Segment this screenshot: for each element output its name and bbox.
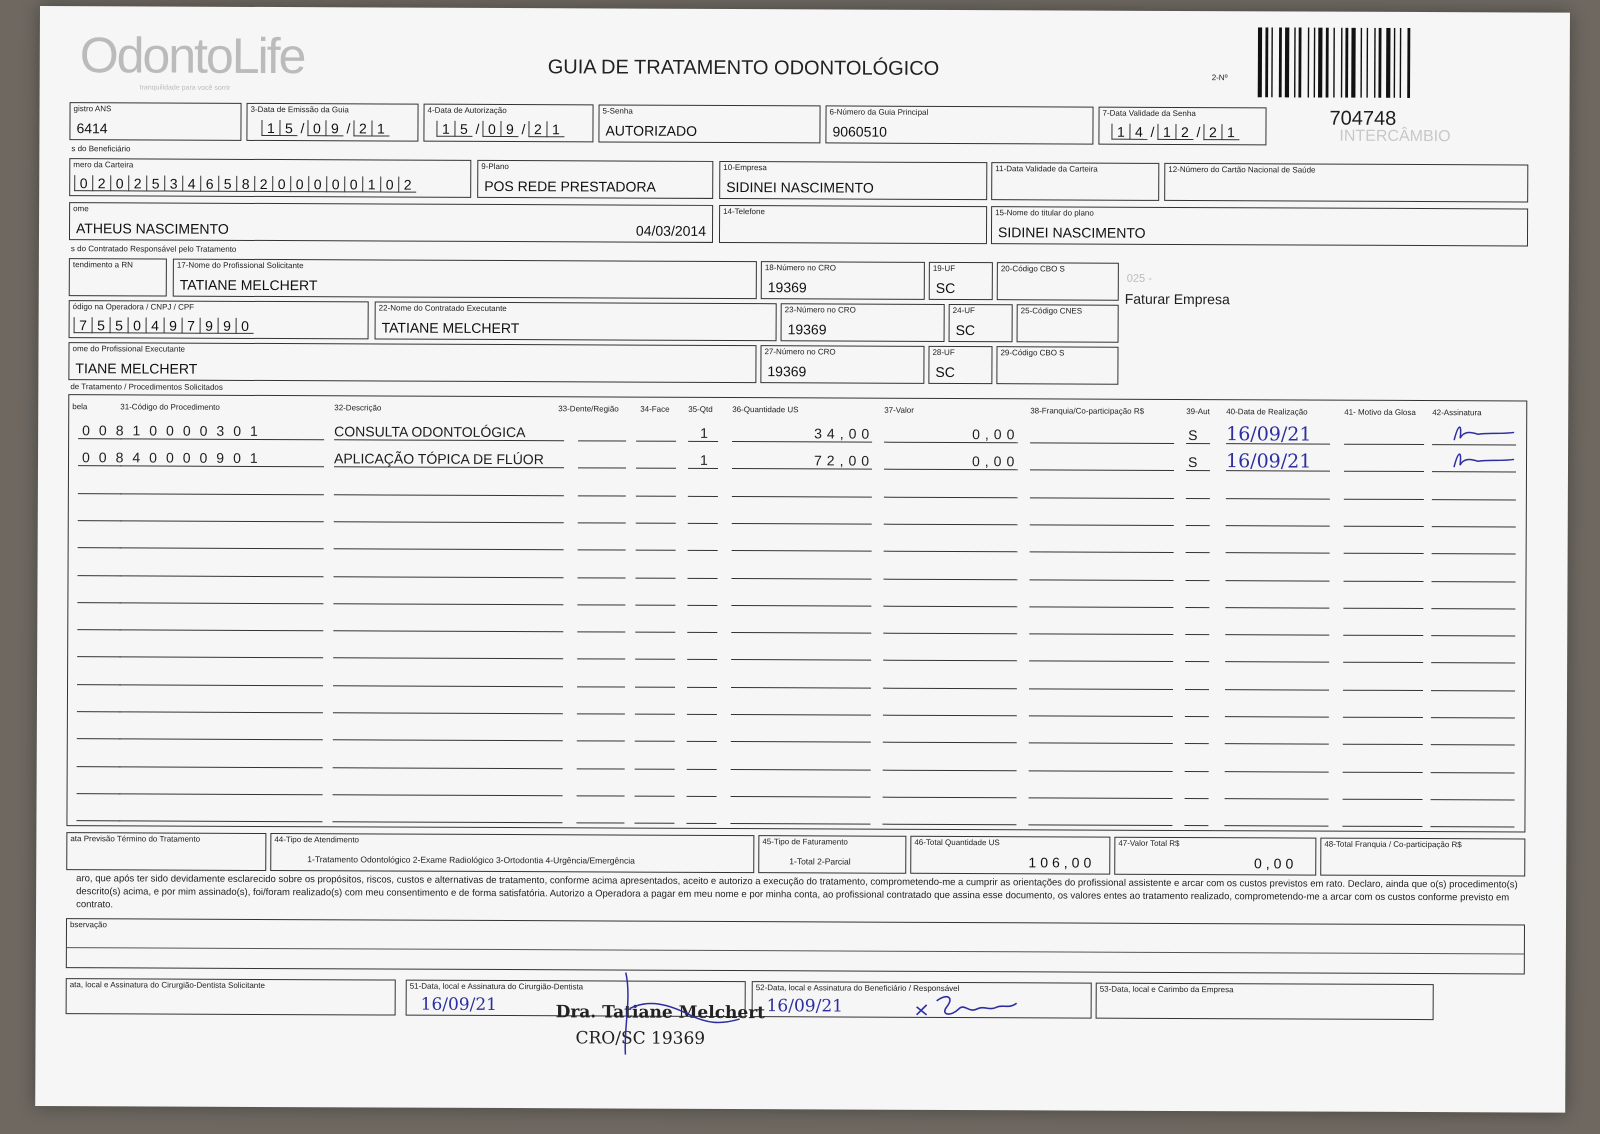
guide-number-label: 2-Nº (1211, 73, 1228, 83)
row-cell (578, 563, 626, 578)
row-cell (77, 670, 121, 685)
row-cell (636, 563, 676, 578)
faturar-empresa: Faturar Empresa (1124, 290, 1230, 308)
row-cell (731, 782, 871, 798)
header-face: 34-Face (640, 404, 670, 414)
row-cell (578, 536, 626, 551)
row-cell (687, 673, 717, 688)
row-cell (119, 588, 323, 604)
codigo-operadora-field: ódigo na Operadora / CNPJ / CPF 7 5 5 0 4 9 7 9 9 0 (69, 300, 369, 339)
row-cell (1224, 811, 1328, 826)
header-valor: 37-Valor (884, 405, 914, 415)
row-cell (635, 618, 675, 633)
row-cell (1225, 784, 1329, 799)
header-data: 40-Data de Realização (1226, 407, 1308, 417)
row-cell (636, 427, 676, 442)
row-cell (577, 617, 625, 632)
row-cell (636, 481, 676, 496)
row-cell (687, 618, 717, 633)
row-cell (1029, 729, 1173, 745)
row-cell (1343, 648, 1423, 663)
row-cell (1344, 457, 1424, 472)
row-cell (576, 809, 624, 824)
logo: OdontoLife tranquilidade para você sorrir (79, 27, 305, 92)
row-cell (1432, 567, 1516, 582)
row-cell (1226, 538, 1330, 553)
row-cell (1186, 511, 1210, 526)
cro27-field: 27-Número no CRO 19369 (760, 345, 924, 384)
row-cell (1185, 620, 1209, 635)
row-cell (1030, 538, 1174, 554)
row-cell (119, 779, 323, 795)
sig51-field: 51-Data, local e Assinatura do Cirurgião-Dentista 16/09/21 (406, 980, 746, 1017)
cell-us: 72,00 (813, 452, 875, 469)
row-cell (1343, 730, 1423, 745)
uf28-field: 28-UF SC (928, 346, 992, 384)
row-cell (634, 809, 674, 824)
row-cell (77, 752, 121, 767)
row-cell (730, 809, 870, 825)
row-cell (1186, 566, 1210, 581)
cell-franquia: 0,00 (971, 453, 1020, 470)
row-cell (1343, 621, 1423, 636)
cell-data: 16/09/21 (1225, 450, 1312, 473)
row-cell (1030, 456, 1174, 472)
senha-field: 5-Senha AUTORIZADO (598, 104, 820, 143)
row-cell (578, 454, 626, 469)
row-cell (1431, 730, 1515, 745)
row-cell (635, 700, 675, 715)
barcode-icon (1258, 27, 1463, 98)
row-cell (78, 561, 122, 576)
row-cell (119, 615, 323, 631)
cell-franquia: 0,00 (972, 426, 1020, 443)
row-cell (1225, 729, 1329, 744)
row-cell (334, 562, 564, 578)
row-cell (687, 727, 717, 742)
cell-descricao: APLICAÇÃO TÓPICA DE FLÚOR (333, 450, 544, 468)
row-cell (1343, 703, 1423, 718)
row-cell (1225, 702, 1329, 717)
row-cell (577, 699, 625, 714)
row-cell (1030, 428, 1174, 444)
row-cell (687, 700, 717, 715)
row-cell (577, 645, 625, 660)
row-cell (1344, 566, 1424, 581)
header-qtd-us: 36-Quantidade US (732, 405, 799, 415)
cbo20-field: 20-Código CBO S (997, 262, 1119, 301)
cell-qtd: 1 (699, 452, 708, 469)
solicitante-field: 17-Nome do Profissional Solicitante TATIANE MELCHERT (173, 259, 757, 300)
row-cell (1185, 593, 1209, 608)
row-cell (884, 537, 1018, 553)
row-cell (1344, 484, 1424, 499)
rn-field: tendimento a RN (69, 258, 167, 296)
row-cell (119, 643, 323, 659)
row-cell (333, 616, 563, 632)
row-cell (688, 536, 718, 551)
row-cell (1431, 785, 1515, 800)
row-cell (732, 509, 872, 525)
row-cell (1186, 538, 1210, 553)
row-cell (1343, 785, 1423, 800)
row-cell (1226, 484, 1330, 499)
row-cell (1344, 539, 1424, 554)
row-cell (578, 426, 626, 441)
row-cell (1185, 784, 1209, 799)
row-cell (1029, 756, 1173, 772)
cro18-field: 18-Número no CRO 19369 (761, 261, 925, 300)
guide-number: 704748 (1329, 107, 1397, 130)
cell-qtd: 1 (700, 424, 708, 441)
row-cell (636, 508, 676, 523)
row-cell (688, 509, 718, 524)
row-cell (577, 754, 625, 769)
row-cell (1225, 648, 1329, 663)
row-cell (1184, 811, 1208, 826)
row-cell (883, 701, 1017, 717)
row-cell (1225, 620, 1329, 635)
row-cell (333, 589, 563, 605)
row-cell (883, 619, 1017, 635)
row-cell (636, 454, 676, 469)
total-us-field: 46-Total Quantidade US 106,00 (910, 836, 1110, 875)
row-cell (1343, 593, 1423, 608)
emissao-field: 3-Data de Emissão da Guia 1 5 / 0 9 / 2 1 (246, 103, 418, 142)
row-cell (120, 534, 324, 550)
stamp-cro: CRO/SC 19369 (575, 1028, 706, 1049)
row-cell (1225, 675, 1329, 690)
prof-executante-field: ome do Profissional Executante TIANE MELCHERT (68, 342, 756, 383)
cell-codigo: 00840000901 (81, 449, 267, 467)
row-cell (1431, 703, 1515, 718)
header-glosa: 41- Motivo da Glosa (1344, 407, 1416, 418)
row-cell (119, 697, 323, 713)
sig53-field: 53-Data, local e Carimbo da Empresa (1096, 983, 1434, 1020)
cell-us: 34,00 (814, 425, 875, 442)
row-cell (120, 506, 324, 522)
beneficiary-signature-icon (913, 989, 1063, 1018)
row-cell (1186, 484, 1210, 499)
code-025: 025 - (1126, 272, 1152, 285)
row-cell (1030, 510, 1174, 526)
row-cell (884, 482, 1018, 498)
cbo29-field: 29-Código CBO S (996, 346, 1118, 385)
header-dente: 33-Dente/Região (558, 404, 619, 414)
row-cell (118, 807, 322, 823)
valor-total-field: 47-Valor Total R$ 0,00 (1114, 837, 1316, 876)
row-cell (577, 781, 625, 796)
row-cell (1431, 758, 1515, 773)
tipo-atendimento-field: 44-Tipo de Atendimento 1-Tratamento Odontológico 2-Exame Radiológico 3-Ortodontia 4-Urgência/Emergência (270, 833, 754, 873)
row-cell (577, 727, 625, 742)
row-cell (578, 481, 626, 496)
row-cell (687, 782, 717, 797)
observacao-field: bservação (66, 918, 1525, 974)
row-cell (884, 510, 1018, 526)
row-cell (732, 564, 872, 580)
cns-field: 12-Número do Cartão Nacional de Saúde (1164, 163, 1528, 203)
cell-aut: S (1188, 427, 1198, 444)
section-beneficiario: s do Beneficiário (71, 144, 131, 154)
row-cell (883, 591, 1017, 607)
row-cell (1431, 621, 1515, 636)
row-cell (1432, 485, 1516, 500)
row-cell (635, 727, 675, 742)
row-cell (732, 536, 872, 552)
autorizacao-field: 4-Data de Autorização 1 5 / 0 9 / 2 1 (423, 104, 593, 143)
header-franquia: 38-Franquia/Co-participação R$ (1030, 406, 1145, 416)
row-cell (732, 482, 872, 498)
header-aut: 39-Aut (1186, 407, 1210, 417)
validade-carteira-field: 11-Data Validade da Carteira (991, 162, 1159, 201)
tipo-faturamento-field: 45-Tipo de Faturamento 1-Total 2-Parcial (758, 835, 906, 874)
row-cell (1431, 594, 1515, 609)
row-cell (119, 725, 323, 741)
guide-form (35, 6, 1570, 1113)
row-cell (687, 754, 717, 769)
row-cell (77, 779, 121, 794)
dentist-signature-icon (595, 968, 755, 1059)
row-cell (78, 479, 122, 494)
row-cell (1029, 647, 1173, 663)
guia-principal-field: 6-Número da Guia Principal 9060510 (825, 105, 1093, 144)
row-cell (1030, 565, 1174, 581)
header-qtd: 35-Qtd (688, 404, 713, 414)
row-cell (77, 697, 121, 712)
row-cell (1185, 757, 1209, 772)
row-cell (883, 646, 1017, 662)
row-cell (1029, 701, 1173, 717)
cnes-field: 25-Código CNES (1017, 304, 1119, 342)
row-cell (77, 615, 121, 630)
row-cell (1430, 812, 1514, 827)
row-cell (1344, 430, 1424, 445)
row-cell (1185, 702, 1209, 717)
cell-data: 16/09/21 (1226, 423, 1312, 446)
row-cell (883, 728, 1017, 744)
row-cell (77, 643, 121, 658)
row-cell (688, 563, 718, 578)
row-cell (635, 645, 675, 660)
row-cell (636, 536, 676, 551)
row-cell (333, 753, 563, 769)
previsao-field: ata Previsão Término do Tratamento (66, 832, 266, 871)
row-cell (686, 809, 716, 824)
nome-field: ome ATHEUS NASCIMENTO 04/03/2014 (69, 202, 713, 243)
row-cell (1432, 512, 1516, 527)
header-descricao: 32-Descrição (334, 403, 382, 413)
row-cell (77, 724, 121, 739)
row-cell (1226, 566, 1330, 581)
guide-sub: INTERCÂMBIO (1339, 127, 1451, 146)
validade-senha-field: 7-Data Validade da Senha 1 4 / 1 2 / 2 1 (1098, 107, 1266, 146)
row-cell (1225, 757, 1329, 772)
row-cell (883, 755, 1017, 771)
row-cell (1342, 812, 1422, 827)
row-cell (635, 672, 675, 687)
carteira-field: mero da Carteira 0 2 0 2 5 3 4 6 5 8 2 0 0 0 0 0 1 0 2 (69, 158, 471, 198)
row-cell (78, 533, 122, 548)
uf19-field: 19-UF SC (929, 262, 993, 300)
section-contratado: s do Contratado Responsável pelo Tratamento (70, 244, 237, 254)
stamp-name: Dra. Tatiane Melchert (555, 1002, 766, 1024)
row-cell (1029, 783, 1173, 799)
row-cell (884, 564, 1018, 580)
cro23-field: 23-Número no CRO 19369 (781, 303, 945, 342)
sig52-field: 52-Data, local e Assinatura do Beneficiário / Responsável 16/09/21 (752, 981, 1092, 1018)
section-procedimentos: de Tratamento / Procedimentos Solicitados (70, 382, 223, 392)
row-cell (1226, 511, 1330, 526)
row-cell (120, 479, 324, 495)
row-cell (77, 588, 121, 603)
row-cell (1431, 648, 1515, 663)
row-cell (577, 672, 625, 687)
cell-aut: S (1187, 454, 1198, 471)
row-cell (1029, 674, 1173, 690)
row-cell (78, 506, 122, 521)
row-cell (883, 783, 1017, 799)
empresa-field: 10-Empresa SIDINEI NASCIMENTO (719, 161, 987, 200)
row-cell (731, 591, 871, 607)
header-assinatura: 42-Assinatura (1432, 408, 1482, 418)
row-cell (333, 698, 563, 714)
row-cell (577, 590, 625, 605)
plano-field: 9-Plano POS REDE PRESTADORA (477, 160, 713, 199)
row-cell (635, 590, 675, 605)
row-cell (635, 781, 675, 796)
uf24-field: 24-UF SC (949, 304, 1013, 342)
row-cell (688, 481, 718, 496)
row-cell (882, 810, 1016, 826)
row-signature-icon (1448, 420, 1528, 444)
cell-descricao: CONSULTA ODONTOLÓGICA (334, 423, 526, 441)
row-cell (1343, 675, 1423, 690)
row-cell (76, 806, 120, 821)
row-cell (1028, 811, 1172, 827)
row-cell (731, 673, 871, 689)
row-cell (1344, 512, 1424, 527)
row-cell (731, 727, 871, 743)
row-cell (731, 700, 871, 716)
row-cell (333, 671, 563, 687)
registro-ans-field: gistro ANS 6414 (69, 102, 241, 141)
cell-codigo: 00810000301 (82, 422, 267, 439)
row-cell (687, 645, 717, 660)
row-cell (1029, 619, 1173, 635)
row-cell (334, 480, 564, 496)
row-cell (119, 752, 323, 768)
page-title: GUIA DE TRATAMENTO ODONTOLÓGICO (547, 56, 940, 80)
row-cell (334, 507, 564, 523)
row-cell (334, 534, 564, 550)
row-cell (332, 807, 562, 823)
row-cell (1225, 593, 1329, 608)
sig50-field: ata, local e Assinatura do Cirurgião-Dentista Solicitante (66, 978, 396, 1015)
row-cell (731, 618, 871, 634)
telefone-field: 14-Telefone (719, 205, 987, 244)
row-cell (635, 754, 675, 769)
declaration-text: aro, que após ter sido devidamente esclarecido sobre os propósitos, riscos, custos e alternativas de tratamento, conforme acima apresentados, aceito e autorizo a execução do tratamento, comprometendo-me a cumprir as orientações do profissional assistente e arcar com os custos previstos em rato. Declaro, ainda que o(s) procedimento(s) descrito(s) acima, e por mim assinado(s), foi/foram realizado(s) com meu consentimento e de forma satisfatória. Autorizo a Operadora a pagar em meu nome e por minha conta, ao profissional contratado que assina esse documento, os valores entes ao tratamento realizado, comprometendo-me a arcar com os custos conforme previsto em contrato. (76, 873, 1518, 911)
row-cell (1432, 539, 1516, 554)
row-cell (1185, 675, 1209, 690)
row-cell (119, 670, 323, 686)
total-franquia-field: 48-Total Franquia / Co-participação R$ (1320, 838, 1525, 877)
executante-field: 22-Nome do Contratado Executante TATIANE MELCHERT (375, 301, 777, 341)
header-codigo: 31-Código do Procedimento (120, 402, 220, 412)
row-cell (1030, 483, 1174, 499)
row-cell (1185, 729, 1209, 744)
row-cell (1185, 647, 1209, 662)
row-cell (333, 726, 563, 742)
titular-field: 15-Nome do titular do plano SIDINEI NASCIMENTO (991, 206, 1528, 246)
row-cell (578, 508, 626, 523)
row-cell (731, 755, 871, 771)
row-cell (1431, 676, 1515, 691)
row-cell (120, 561, 324, 577)
row-cell (1343, 757, 1423, 772)
row-cell (333, 780, 563, 796)
row-cell (883, 673, 1017, 689)
row-cell (333, 644, 563, 660)
header-tabela: bela (72, 402, 88, 412)
row-cell (687, 591, 717, 606)
row-cell (1029, 592, 1173, 608)
row-cell (731, 645, 871, 661)
row-signature-icon (1448, 447, 1528, 471)
